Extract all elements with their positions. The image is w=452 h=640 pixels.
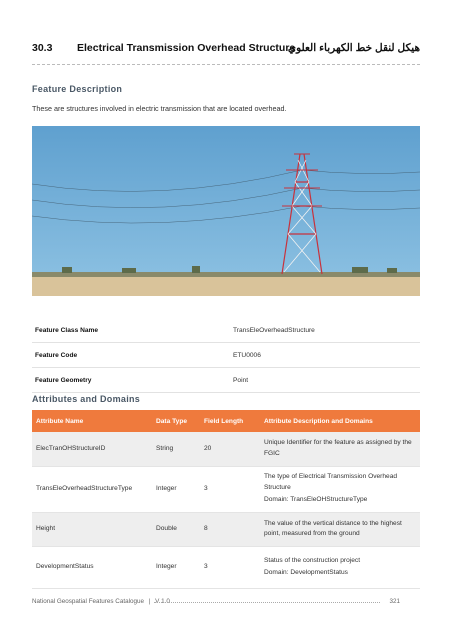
table-row <box>32 466 420 512</box>
feature-class-name-label: Feature Class Name <box>32 318 230 343</box>
feature-description-heading: Feature Description <box>32 84 123 94</box>
version-label: V 1.0 <box>155 598 170 605</box>
section-title: Electrical Transmission Overhead Structure <box>77 42 296 54</box>
attributes-heading: Attributes and Domains <box>32 394 141 404</box>
footer-dotted-leader <box>154 602 380 603</box>
description-line: Unique Identifier for the feature as assigned by the FGIC <box>264 439 412 457</box>
description-line: The type of Electrical Transmission Overhead Structure <box>264 473 398 491</box>
feature-info-table <box>32 318 420 393</box>
attribute-length: 20 <box>200 432 260 466</box>
section-header <box>32 42 420 58</box>
table-row <box>32 368 420 393</box>
feature-code-label: Feature Code <box>32 343 230 368</box>
attribute-type: Double <box>152 512 200 546</box>
header-divider <box>32 64 420 65</box>
feature-geometry-value: Point <box>230 368 420 393</box>
table-row <box>32 318 420 343</box>
feature-class-name-value: TransEleOverheadStructure <box>230 318 420 343</box>
table-row <box>32 512 420 546</box>
catalogue-name: National Geospatial Features Catalogue <box>32 598 145 605</box>
attribute-length: 3 <box>200 466 260 512</box>
attribute-name: Height <box>32 512 152 546</box>
feature-geometry-label: Feature Geometry <box>32 368 230 393</box>
footer-separator: | <box>148 598 151 605</box>
attributes-header-row <box>32 410 420 432</box>
column-header-field-length: Field Length <box>200 410 260 432</box>
domain-line: Domain: DevelopmentStatus <box>264 569 348 576</box>
attribute-name: TransEleOverheadStructureType <box>32 466 152 512</box>
attribute-length: 3 <box>200 546 260 588</box>
feature-description-text: These are structures involved in electric transmission that are located overhead. <box>32 104 287 113</box>
attribute-description <box>260 466 420 512</box>
column-header-description: Attribute Description and Domains <box>260 410 420 432</box>
column-header-data-type: Data Type <box>152 410 200 432</box>
description-line: The value of the vertical distance to the highest point, measured from the ground <box>264 519 402 537</box>
attribute-description <box>260 512 420 546</box>
attribute-type: String <box>152 432 200 466</box>
attributes-table <box>32 410 420 589</box>
transmission-tower-photo <box>32 126 420 296</box>
section-title-arabic: هيكل لنقل خط الكهرباء العلوي <box>287 42 420 54</box>
description-line: Status of the construction project <box>264 556 361 564</box>
attribute-name: ElecTranOHStructureID <box>32 432 152 466</box>
attribute-description <box>260 546 420 588</box>
attribute-description <box>260 432 420 466</box>
section-number: 30.3 <box>32 42 53 54</box>
attribute-name: DevelopmentStatus <box>32 546 152 588</box>
attribute-type: Integer <box>152 466 200 512</box>
feature-code-value: ETU0006 <box>230 343 420 368</box>
table-row <box>32 343 420 368</box>
attribute-length: 8 <box>200 512 260 546</box>
page-number: 321 <box>389 598 400 605</box>
attribute-type: Integer <box>152 546 200 588</box>
column-header-attribute-name: Attribute Name <box>32 410 152 432</box>
table-row <box>32 432 420 466</box>
table-row <box>32 546 420 588</box>
domain-line: Domain: TransEleOHStructureType <box>264 496 368 504</box>
page-footer <box>32 598 420 610</box>
